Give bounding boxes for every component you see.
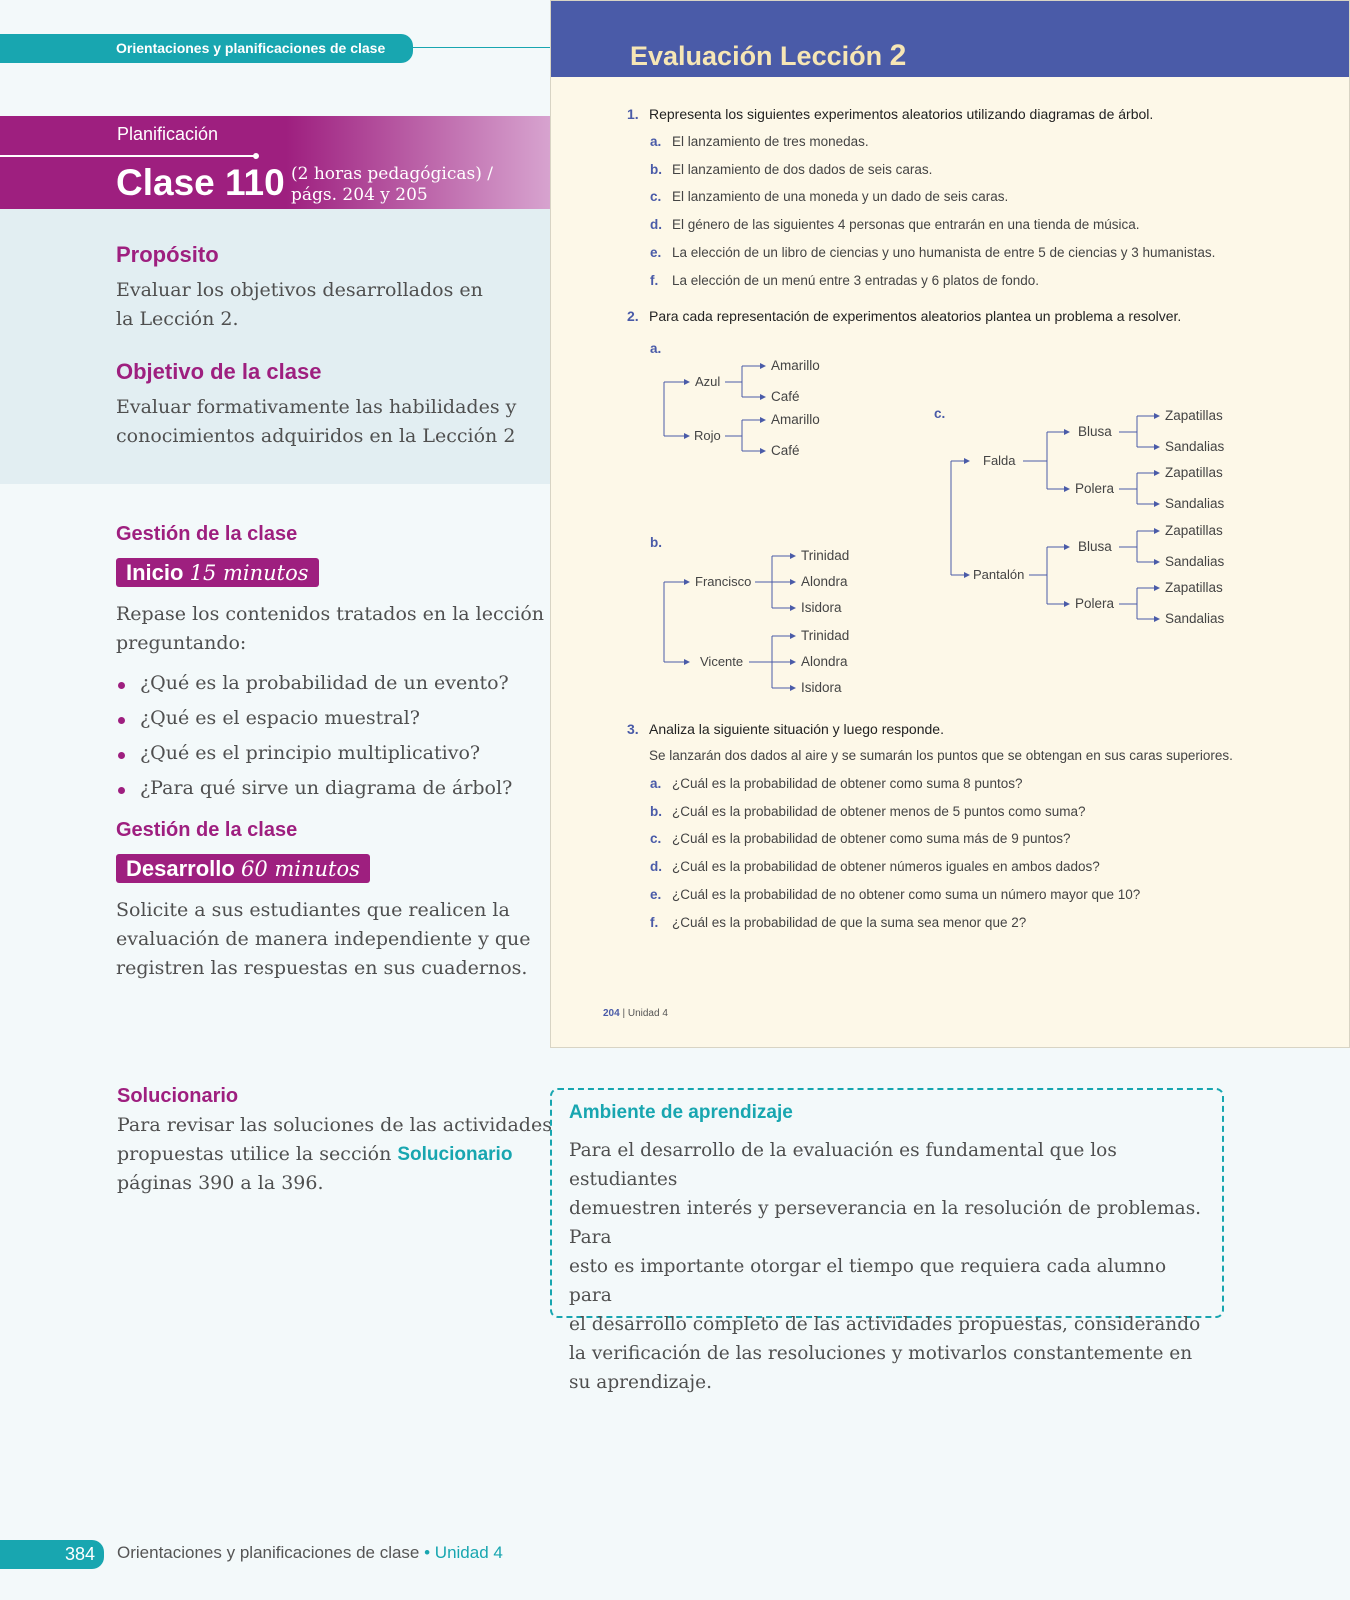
tree-c-label (934, 406, 945, 421)
footer-dot: • (419, 1543, 435, 1562)
learning-environment-line: Para el desarrollo de la evaluación es fundamental que los estudiantes (569, 1140, 1117, 1190)
tree-node: Amarillo (771, 412, 820, 427)
learning-environment-line: esto es importante otorgar el tiempo que requiera cada alumno para (569, 1256, 1167, 1306)
learning-environment-line: su aprendizaje. (569, 1372, 712, 1393)
item-text: El lanzamiento de tres monedas. (672, 134, 869, 149)
evaluation-title-number: 2 (889, 39, 907, 72)
tree-b-label (650, 535, 662, 550)
tree-node: Azul (695, 374, 721, 389)
tree-node: Trinidad (801, 628, 850, 643)
footer-unit: Unidad 4 (434, 1543, 503, 1562)
item-letter: d. (650, 217, 662, 232)
question-text: Para cada representación de experimentos aleatorios plantea un problema a resolver. (649, 308, 1182, 324)
item-text: ¿Cuál es la probabilidad de obtener números iguales en ambos dados? (672, 859, 1100, 874)
item-3b (650, 804, 1086, 819)
solutions-line: páginas 390 a la 396. (117, 1172, 324, 1194)
tree-letter: c. (934, 406, 946, 421)
learning-environment-text (569, 1136, 1209, 1397)
item-letter: c. (650, 189, 662, 204)
question-3 (627, 721, 944, 737)
item-3f (650, 915, 1026, 930)
tree-node: Café (771, 389, 800, 404)
tree-node: Pantalón (973, 567, 1025, 582)
item-text: ¿Cuál es la probabilidad de obtener como suma 8 puntos? (672, 776, 1023, 791)
development-line: registren las respuestas en sus cuadernos. (116, 957, 528, 979)
item-text: ¿Cuál es la probabilidad de que la suma sea menor que 2? (672, 915, 1027, 930)
list-item: ¿Qué es la probabilidad de un evento? (116, 670, 512, 705)
planning-label: Planificación (117, 124, 219, 144)
page-footer-text (117, 1543, 503, 1563)
item-text: ¿Cuál es la probabilidad de obtener menos de 5 puntos como suma? (672, 804, 1086, 819)
solutions-line (117, 1140, 552, 1169)
development-tag-label: Desarrollo (126, 856, 235, 881)
tree-node: Polera (1075, 481, 1115, 496)
item-text: ¿Cuál es la probabilidad de no obtener como suma un número mayor que 10? (672, 887, 1141, 902)
development-line: evaluación de manera independiente y que (116, 928, 531, 950)
solutions-line: Para revisar las soluciones de las actividades (117, 1114, 552, 1136)
class-pages: págs. 204 y 205 (291, 185, 428, 205)
item-letter: b. (650, 804, 662, 819)
student-page-number: 204 (603, 1008, 620, 1019)
section-tab: Orientaciones y planificaciones de clase (0, 34, 413, 63)
question-3-intro: Se lanzarán dos dados al aire y se sumarán los puntos que se obtengan en sus caras superiores. (649, 748, 1233, 763)
item-3a (650, 776, 1022, 791)
planning-rule (0, 155, 256, 157)
item-3c (650, 831, 1071, 846)
item-text: El género de las siguientes 4 personas que entrarán en una tienda de música. (672, 217, 1140, 232)
management-heading-2: Gestión de la clase (116, 819, 298, 841)
item-text: ¿Cuál es la probabilidad de obtener como suma más de 9 puntos? (672, 831, 1071, 846)
footer-separator: | (622, 1008, 626, 1019)
item-letter: c. (650, 831, 662, 846)
list-item: ¿Para qué sirve un diagrama de árbol? (116, 775, 512, 810)
learning-environment-title: Ambiente de aprendizaje (569, 1102, 793, 1123)
list-item: ¿Qué es el principio multiplicativo? (116, 740, 512, 775)
learning-environment-line: la verificación de las resoluciones y motivarlos constantemente en (569, 1343, 1193, 1364)
tree-node: Francisco (695, 574, 752, 589)
purpose-line: Evaluar los objetivos desarrollados en (116, 279, 483, 301)
page-number: 384 (0, 1540, 104, 1569)
objective-line: Evaluar formativamente las habilidades y (116, 396, 517, 418)
tree-node: Zapatillas (1165, 465, 1223, 480)
list-item: ¿Qué es el espacio muestral? (116, 705, 512, 740)
item-letter: a. (650, 134, 662, 149)
planning-banner (0, 116, 550, 209)
management-heading: Gestión de la clase (116, 523, 298, 545)
tree-node: Isidora (801, 680, 842, 695)
class-subtitle (291, 164, 493, 206)
item-letter: e. (650, 887, 662, 902)
tree-node: Alondra (801, 654, 848, 669)
solutions-line-text: propuestas utilice la sección (117, 1143, 398, 1165)
objective-heading: Objetivo de la clase (116, 359, 322, 384)
learning-environment-line: el desarrollo completo de las actividades propuestas, considerando (569, 1314, 1201, 1335)
question-number: 3. (627, 721, 639, 737)
footer-section: Orientaciones y planificaciones de clase (117, 1543, 420, 1562)
tree-diagrams (551, 1, 1350, 721)
learning-environment-line: demuestren interés y perseverancia en la resolución de problemas. Para (569, 1198, 1202, 1248)
evaluation-page (550, 0, 1350, 1048)
tree-node: Zapatillas (1165, 408, 1223, 423)
start-text (116, 600, 544, 658)
item-3d (650, 859, 1100, 874)
item-text: La elección de un menú entre 3 entradas y 6 platos de fondo. (672, 273, 1040, 288)
evaluation-title-text: Evaluación Lección (630, 41, 883, 71)
question-text: Analiza la siguiente situación y luego responde. (649, 721, 944, 737)
solutions-heading: Solucionario (117, 1085, 239, 1107)
question-number: 1. (627, 106, 639, 122)
purpose-text (116, 276, 483, 334)
tree-node: Trinidad (801, 548, 850, 563)
start-line: Repase los contenidos tratados en la lección (116, 603, 545, 625)
objective-text (116, 393, 516, 451)
tree-a-label (650, 341, 661, 356)
item-letter: e. (650, 245, 662, 260)
student-page-unit: Unidad 4 (627, 1008, 668, 1019)
start-tag-label: Inicio (126, 560, 184, 585)
learning-environment-box (550, 1088, 1224, 1393)
development-line: Solicite a sus estudiantes que realicen la (116, 899, 510, 921)
start-tag-duration: 15 minutos (189, 561, 309, 585)
item-3e (650, 887, 1140, 902)
item-letter: d. (650, 859, 662, 874)
item-text: La elección de un libro de ciencias y uno humanista de entre 5 de ciencias y 3 humanistas. (672, 245, 1216, 260)
development-tag (116, 854, 370, 883)
tree-node: Café (771, 443, 800, 458)
objective-line: conocimientos adquiridos en la Lección 2 (116, 425, 516, 447)
tree-node: Zapatillas (1165, 580, 1223, 595)
item-letter: f. (650, 915, 659, 930)
tree-node: Amarillo (771, 358, 820, 373)
tree-node: Sandalias (1165, 496, 1225, 511)
purpose-line: la Lección 2. (116, 308, 239, 330)
solutions-text (117, 1111, 552, 1198)
tree-node: Alondra (801, 574, 848, 589)
question-text: Representa los siguientes experimentos aleatorios utilizando diagramas de árbol. (649, 106, 1154, 122)
tree-node: Sandalias (1165, 554, 1225, 569)
tree-node: Blusa (1078, 424, 1112, 439)
start-tag (116, 558, 319, 587)
class-title: Clase 110 (116, 162, 285, 203)
item-letter: a. (650, 776, 662, 791)
purpose-heading: Propósito (116, 242, 219, 267)
item-text: El lanzamiento de una moneda y un dado de seis caras. (672, 189, 1009, 204)
solutions-link[interactable]: Solucionario (397, 1144, 513, 1165)
development-text (116, 896, 531, 983)
tree-letter: a. (650, 341, 662, 356)
tree-node: Falda (983, 453, 1016, 468)
tree-node: Isidora (801, 600, 842, 615)
class-hours: (2 horas pedagógicas) / (291, 164, 493, 184)
tree-node: Rojo (694, 428, 721, 443)
tree-letter: b. (650, 535, 662, 550)
item-text: El lanzamiento de dos dados de seis caras. (672, 162, 933, 177)
development-tag-duration: 60 minutos (240, 857, 360, 881)
question-number: 2. (627, 308, 639, 324)
tree-node: Sandalias (1165, 611, 1225, 626)
header-rule (413, 47, 551, 48)
tree-node: Vicente (700, 654, 744, 669)
question-list (116, 670, 512, 810)
tree-node: Polera (1075, 596, 1115, 611)
start-line: preguntando: (116, 632, 247, 654)
tree-node: Zapatillas (1165, 523, 1223, 538)
student-page-footer (603, 1008, 668, 1019)
item-letter: b. (650, 162, 662, 177)
tree-node: Sandalias (1165, 439, 1225, 454)
item-letter: f. (650, 273, 659, 288)
tree-node: Blusa (1078, 539, 1112, 554)
